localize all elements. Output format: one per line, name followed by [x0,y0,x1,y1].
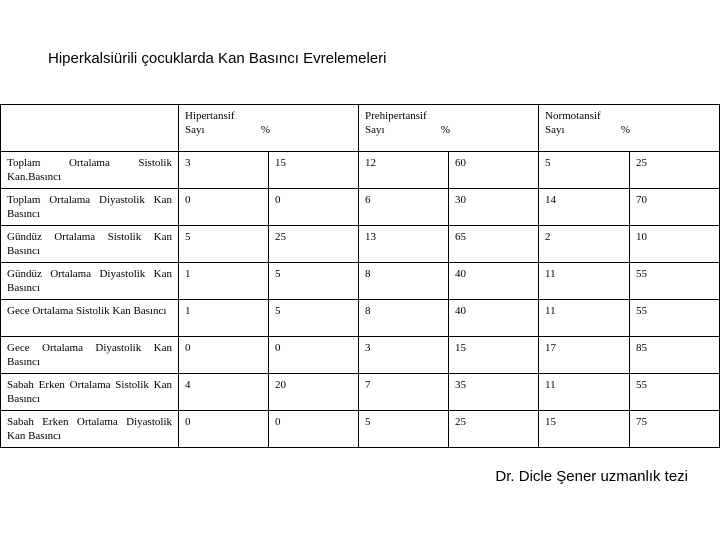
percent-header: % [620,124,630,136]
percent-cell: 5 [269,300,359,337]
count-cell: 5 [539,152,630,189]
count-cell: 12 [359,152,449,189]
table-row [1,226,720,263]
percent-cell: 15 [269,152,359,189]
percent-cell: 20 [269,374,359,411]
footer-credit: Dr. Dicle Şener uzmanlık tezi [495,468,688,485]
percent-cell: 75 [630,411,720,448]
header-group-prehipertansif [359,105,539,152]
count-cell: 2 [539,226,630,263]
header-row [1,105,720,152]
percent-cell: 70 [630,189,720,226]
row-label: Sabah Erken Ortalama Diyastolik Kan Basıncı [1,411,179,448]
percent-cell: 55 [630,300,720,337]
count-cell: 1 [179,263,269,300]
percent-cell: 15 [449,337,539,374]
group-label: Normotansif [545,110,601,122]
count-cell: 4 [179,374,269,411]
table-row [1,337,720,374]
count-cell: 0 [179,337,269,374]
count-cell: 15 [539,411,630,448]
table-row [1,300,720,337]
row-label: Gece Ortalama Sistolik Kan Basıncı [1,300,179,337]
blood-pressure-table [0,104,720,448]
percent-cell: 30 [449,189,539,226]
count-cell: 3 [179,152,269,189]
header-group-normotansif [539,105,720,152]
group-label: Hipertansif [185,110,235,122]
percent-cell: 35 [449,374,539,411]
count-cell: 5 [179,226,269,263]
count-cell: 8 [359,300,449,337]
count-header: Sayı [185,124,205,136]
percent-cell: 40 [449,263,539,300]
percent-cell: 85 [630,337,720,374]
percent-header: % [260,124,270,136]
percent-cell: 40 [449,300,539,337]
percent-cell: 0 [269,411,359,448]
count-header: Sayı [365,124,385,136]
percent-cell: 10 [630,226,720,263]
percent-cell: 25 [269,226,359,263]
percent-cell: 25 [449,411,539,448]
count-cell: 0 [179,189,269,226]
row-label: Toplam Ortalama Diyastolik Kan Basıncı [1,189,179,226]
slide-title: Hiperkalsiürili çocuklarda Kan Basıncı Evrelemeleri [48,50,387,67]
count-cell: 11 [539,374,630,411]
table-row [1,411,720,448]
percent-cell: 55 [630,374,720,411]
count-cell: 8 [359,263,449,300]
header-group-hipertansif [179,105,359,152]
count-cell: 11 [539,263,630,300]
row-label: Toplam Ortalama Sistolik Kan.Basıncı [1,152,179,189]
percent-cell: 55 [630,263,720,300]
table-row [1,189,720,226]
percent-cell: 60 [449,152,539,189]
percent-cell: 5 [269,263,359,300]
table-row [1,152,720,189]
count-cell: 3 [359,337,449,374]
percent-cell: 0 [269,337,359,374]
count-header: Sayı [545,124,565,136]
count-cell: 7 [359,374,449,411]
header-empty-cell [1,105,179,152]
row-label: Gündüz Ortalama Sistolik Kan Basıncı [1,226,179,263]
count-cell: 13 [359,226,449,263]
percent-cell: 25 [630,152,720,189]
group-label: Prehipertansif [365,110,427,122]
percent-cell: 0 [269,189,359,226]
percent-cell: 65 [449,226,539,263]
percent-header: % [440,124,450,136]
row-label: Gece Ortalama Diyastolik Kan Basıncı [1,337,179,374]
count-cell: 5 [359,411,449,448]
table-row [1,263,720,300]
count-cell: 17 [539,337,630,374]
table-row [1,374,720,411]
count-cell: 11 [539,300,630,337]
row-label: Gündüz Ortalama Diyastolik Kan Basıncı [1,263,179,300]
row-label: Sabah Erken Ortalama Sistolik Kan Basıncı [1,374,179,411]
count-cell: 14 [539,189,630,226]
count-cell: 6 [359,189,449,226]
count-cell: 1 [179,300,269,337]
count-cell: 0 [179,411,269,448]
